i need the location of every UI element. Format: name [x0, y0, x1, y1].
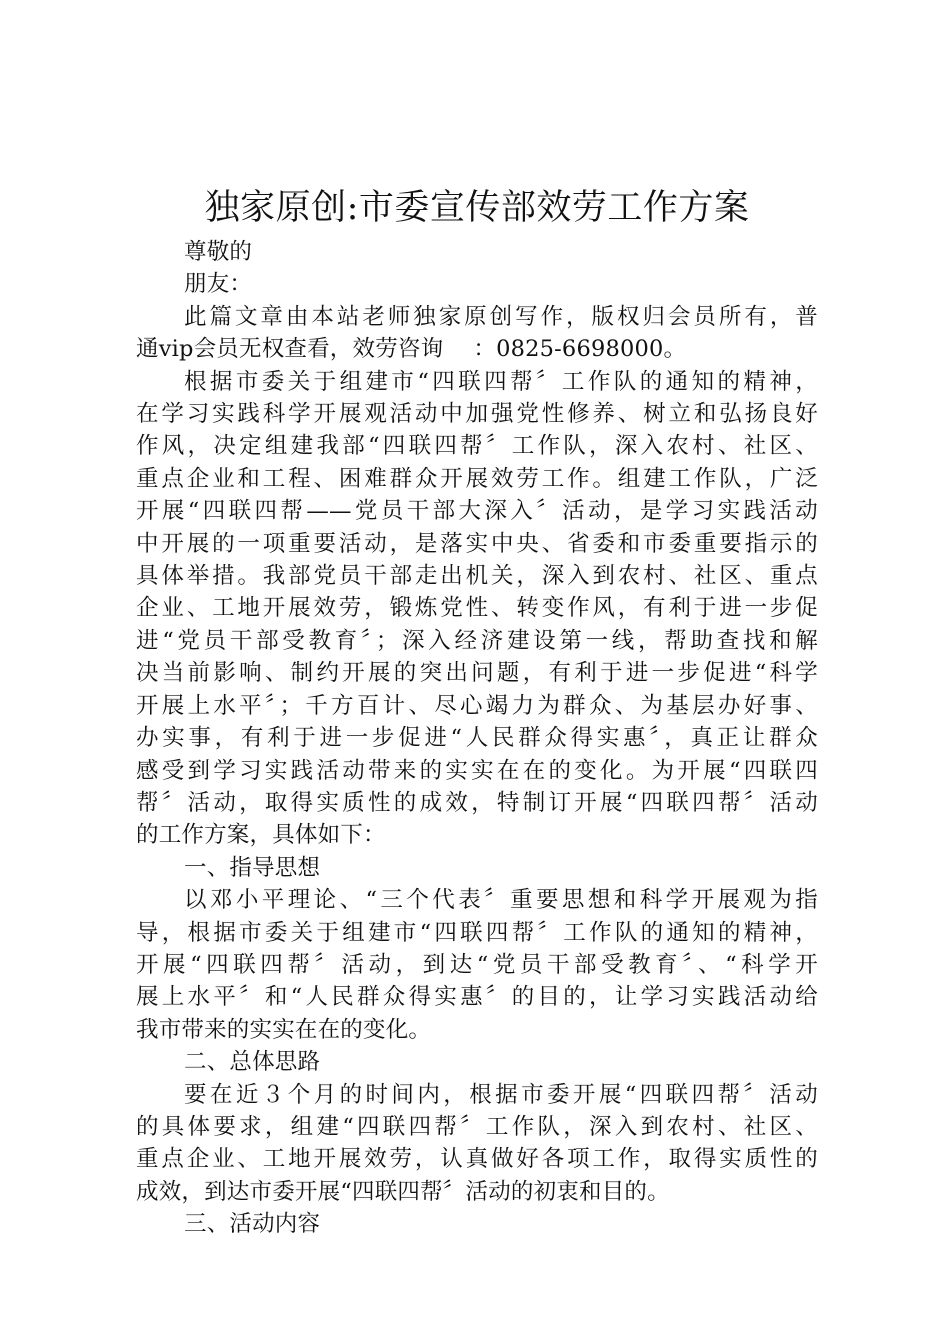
- paragraph-line: 企业、工地开展效劳，锻炼党性、转变作风，有利于进一步促: [136, 595, 818, 622]
- paragraph-line: 的工作方案，具体如下：: [136, 822, 386, 849]
- greeting: [136, 236, 818, 301]
- paragraph-line: 开展上水平〞；千方百计、尽心竭力为群众、为基层办好事、: [136, 692, 818, 719]
- paragraph-line: 在学习实践科学开展观活动中加强党性修养、树立和弘扬良好: [136, 401, 818, 428]
- paragraph: [136, 1208, 818, 1240]
- paragraph-line: 决当前影响、制约开展的突出问题，有利于进一步促进“科学: [136, 660, 818, 687]
- paragraph-line: 开展“四联四帮〞活动，到达“党员干部受教育〞、“科学开: [136, 951, 818, 978]
- paragraph-line: 开展“四联四帮——党员干部大深入〞活动，是学习实践活动: [136, 498, 818, 525]
- paragraph-line: 三、活动内容: [184, 1211, 321, 1238]
- paragraph-line: 根据市委关于组建市“四联四帮〞工作队的通知的精神，: [184, 368, 818, 395]
- paragraph-line: 通vip会员无权查看，效劳咨询 ：0825-6698000。: [136, 336, 687, 363]
- paragraph: [136, 884, 818, 1046]
- paragraph-line: 重点企业、工地开展效劳，认真做好各项工作，取得实质性的: [136, 1146, 818, 1173]
- paragraph-line: 中开展的一项重要活动，是落实中央、省委和市委重要指示的: [136, 530, 818, 557]
- paragraph-line: 成效，到达市委开展“四联四帮〞活动的初衷和目的。: [136, 1178, 670, 1205]
- paragraph-line: 感受到学习实践活动带来的实实在在的变化。为开展“四联四: [136, 757, 818, 784]
- paragraph-line: 导，根据市委关于组建市“四联四帮〞工作队的通知的精神，: [136, 919, 818, 946]
- paragraph-line: 具体举措。我部党员干部走出机关，深入到农村、社区、重点: [136, 563, 818, 590]
- paragraph-line: 我市带来的实实在在的变化。: [136, 1016, 432, 1043]
- paragraph: [136, 1079, 818, 1209]
- paragraph-line: 二、总体思路: [184, 1049, 321, 1076]
- paragraph-line: 的具体要求，组建“四联四帮〞工作队，深入到农村、社区、: [136, 1113, 818, 1140]
- paragraph: [136, 1046, 818, 1078]
- paragraph-line: 此篇文章由本站老师独家原创写作，版权归会员所有，普: [184, 303, 818, 330]
- paragraph: [136, 366, 818, 852]
- paragraph-line: 作风，决定组建我部“四联四帮〞工作队，深入农村、社区、: [136, 433, 818, 460]
- paragraph-line: 要在近３个月的时间内，根据市委开展“四联四帮〞活动: [184, 1081, 818, 1108]
- paragraph: [136, 852, 818, 884]
- paragraph-line: 一、指导思想: [184, 854, 321, 881]
- paragraph-line: 重点企业和工程、困难群众开展效劳工作。组建工作队，广泛: [136, 465, 818, 492]
- paragraph-line: 帮〞活动，取得实质性的成效，特制订开展“四联四帮〞活动: [136, 789, 818, 816]
- paragraph-line: 以邓小平理论、“三个代表〞重要思想和科学开展观为指: [184, 887, 818, 914]
- document-body: [136, 301, 818, 1241]
- paragraph-line: 办实事，有利于进一步促进“人民群众得实惠〞，真正让群众: [136, 725, 818, 752]
- document-title: 独家原创:市委宣传部效劳工作方案: [204, 188, 750, 228]
- greeting-line: 朋友：: [184, 271, 253, 298]
- paragraph: [136, 301, 818, 366]
- paragraph-line: 展上水平〞和“人民群众得实惠〞的目的，让学习实践活动给: [136, 984, 818, 1011]
- greeting-line: 尊敬的: [184, 239, 253, 265]
- paragraph-line: 进“党员干部受教育〞；深入经济建设第一线，帮助查找和解: [136, 627, 818, 654]
